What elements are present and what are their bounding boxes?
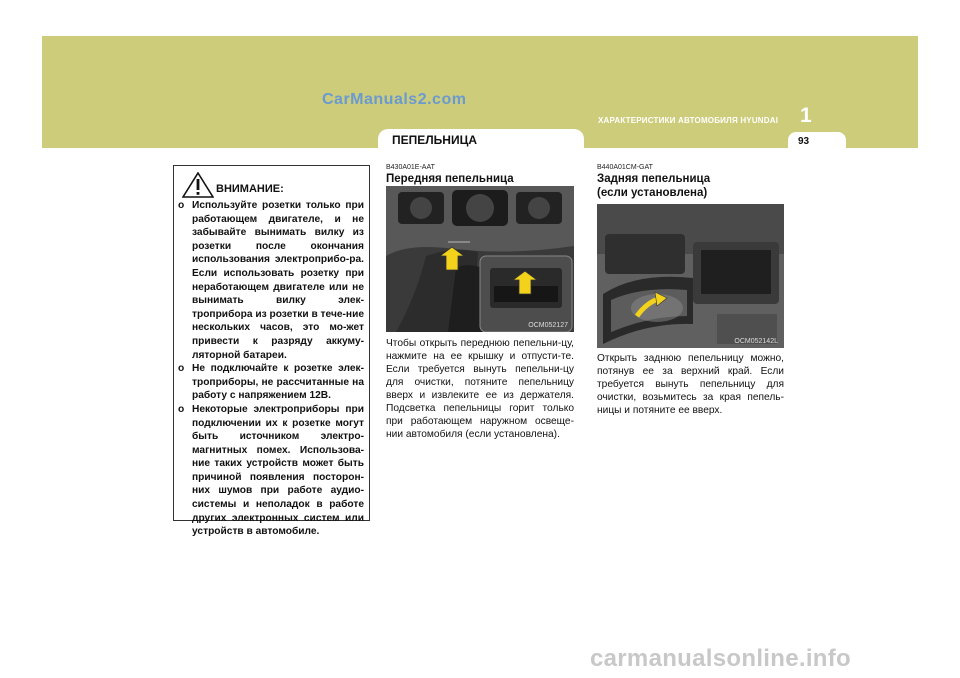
section-title: ПЕПЕЛЬНИЦА <box>392 133 478 147</box>
warning-item: o Не подключайте к розетке элек-троприборы, не рассчитанные на работу с напряжением 12В. <box>178 363 364 402</box>
warning-title: ВНИМАНИЕ: <box>216 183 284 195</box>
warning-list <box>178 199 364 539</box>
rear-ashtray-text: Открыть заднюю пепельницу можно, потянув ее за верхний край. Если требуется вынуть пепельницу для очистки, возьмитесь за края пепель-ницы и потяните ее вверх. <box>597 353 784 416</box>
front-ashtray-heading: Передняя пепельница <box>386 173 514 185</box>
rear-ashtray-code: B440A01CM-GAT <box>597 164 653 171</box>
warning-item: o Некоторые электроприборы при подключении их к розетке могут быть источником электро-магнитных помех. Использова-ние таких устройств может быть причиной появления посторон-них шумов при работе аудио-системы и неполадок в работе других электронных систем или устройств в автомобиле. <box>178 403 364 538</box>
rear-ashtray-heading-line2: (если установлена) <box>597 187 708 199</box>
site-watermark-top[interactable]: CarManuals2.com <box>322 91 467 108</box>
rear-ashtray-photo-code: OCM052142L <box>734 338 778 345</box>
front-ashtray-photo-code: OCM052127 <box>528 322 568 329</box>
site-watermark-bottom[interactable]: carmanualsonline.info <box>590 645 852 672</box>
page-tab <box>788 132 846 148</box>
front-ashtray-text: Чтобы открыть переднюю пепельни-цу, нажмите на ее крышку и отпусти-те. Если требуется вынуть пепельни-цу для очистки, потяните пепельницу вверх и извлеките ее из держателя. Подсветка пепельницы горит только при работающем наружном освеще-нии автомобиля (если установлена). <box>386 338 574 440</box>
front-ashtray-code: B430A01E-AAT <box>386 164 435 171</box>
rear-ashtray-heading <box>597 172 787 200</box>
bullet: o <box>178 200 185 211</box>
page-number: 93 <box>798 136 810 147</box>
chapter-title: ХАРАКТЕРИСТИКИ АВТОМОБИЛЯ HYUNDAI <box>598 116 779 125</box>
rear-ashtray-heading-line1: Задняя пепельница <box>597 173 711 185</box>
warning-triangle-icon <box>182 172 214 198</box>
warning-box <box>173 165 370 538</box>
warning-item: o Используйте розетки только при работающем двигателе, и не забывайте вынимать вилку из розетки после окончания использования электроприбо-ра. Если использовать розетку при неработающем двигателе или не вынимать вилку элек-троприбора из розетки в тече-ние нескольких часов, это мо-жет привести к разряду аккуму-ляторной батареи. <box>178 200 364 361</box>
bullet: o <box>178 403 185 415</box>
front-ashtray-photo <box>386 186 574 332</box>
section-tab <box>378 129 584 149</box>
rear-ashtray-photo <box>597 204 784 348</box>
chapter-number: 1 <box>800 104 812 127</box>
bullet: o <box>178 363 185 375</box>
